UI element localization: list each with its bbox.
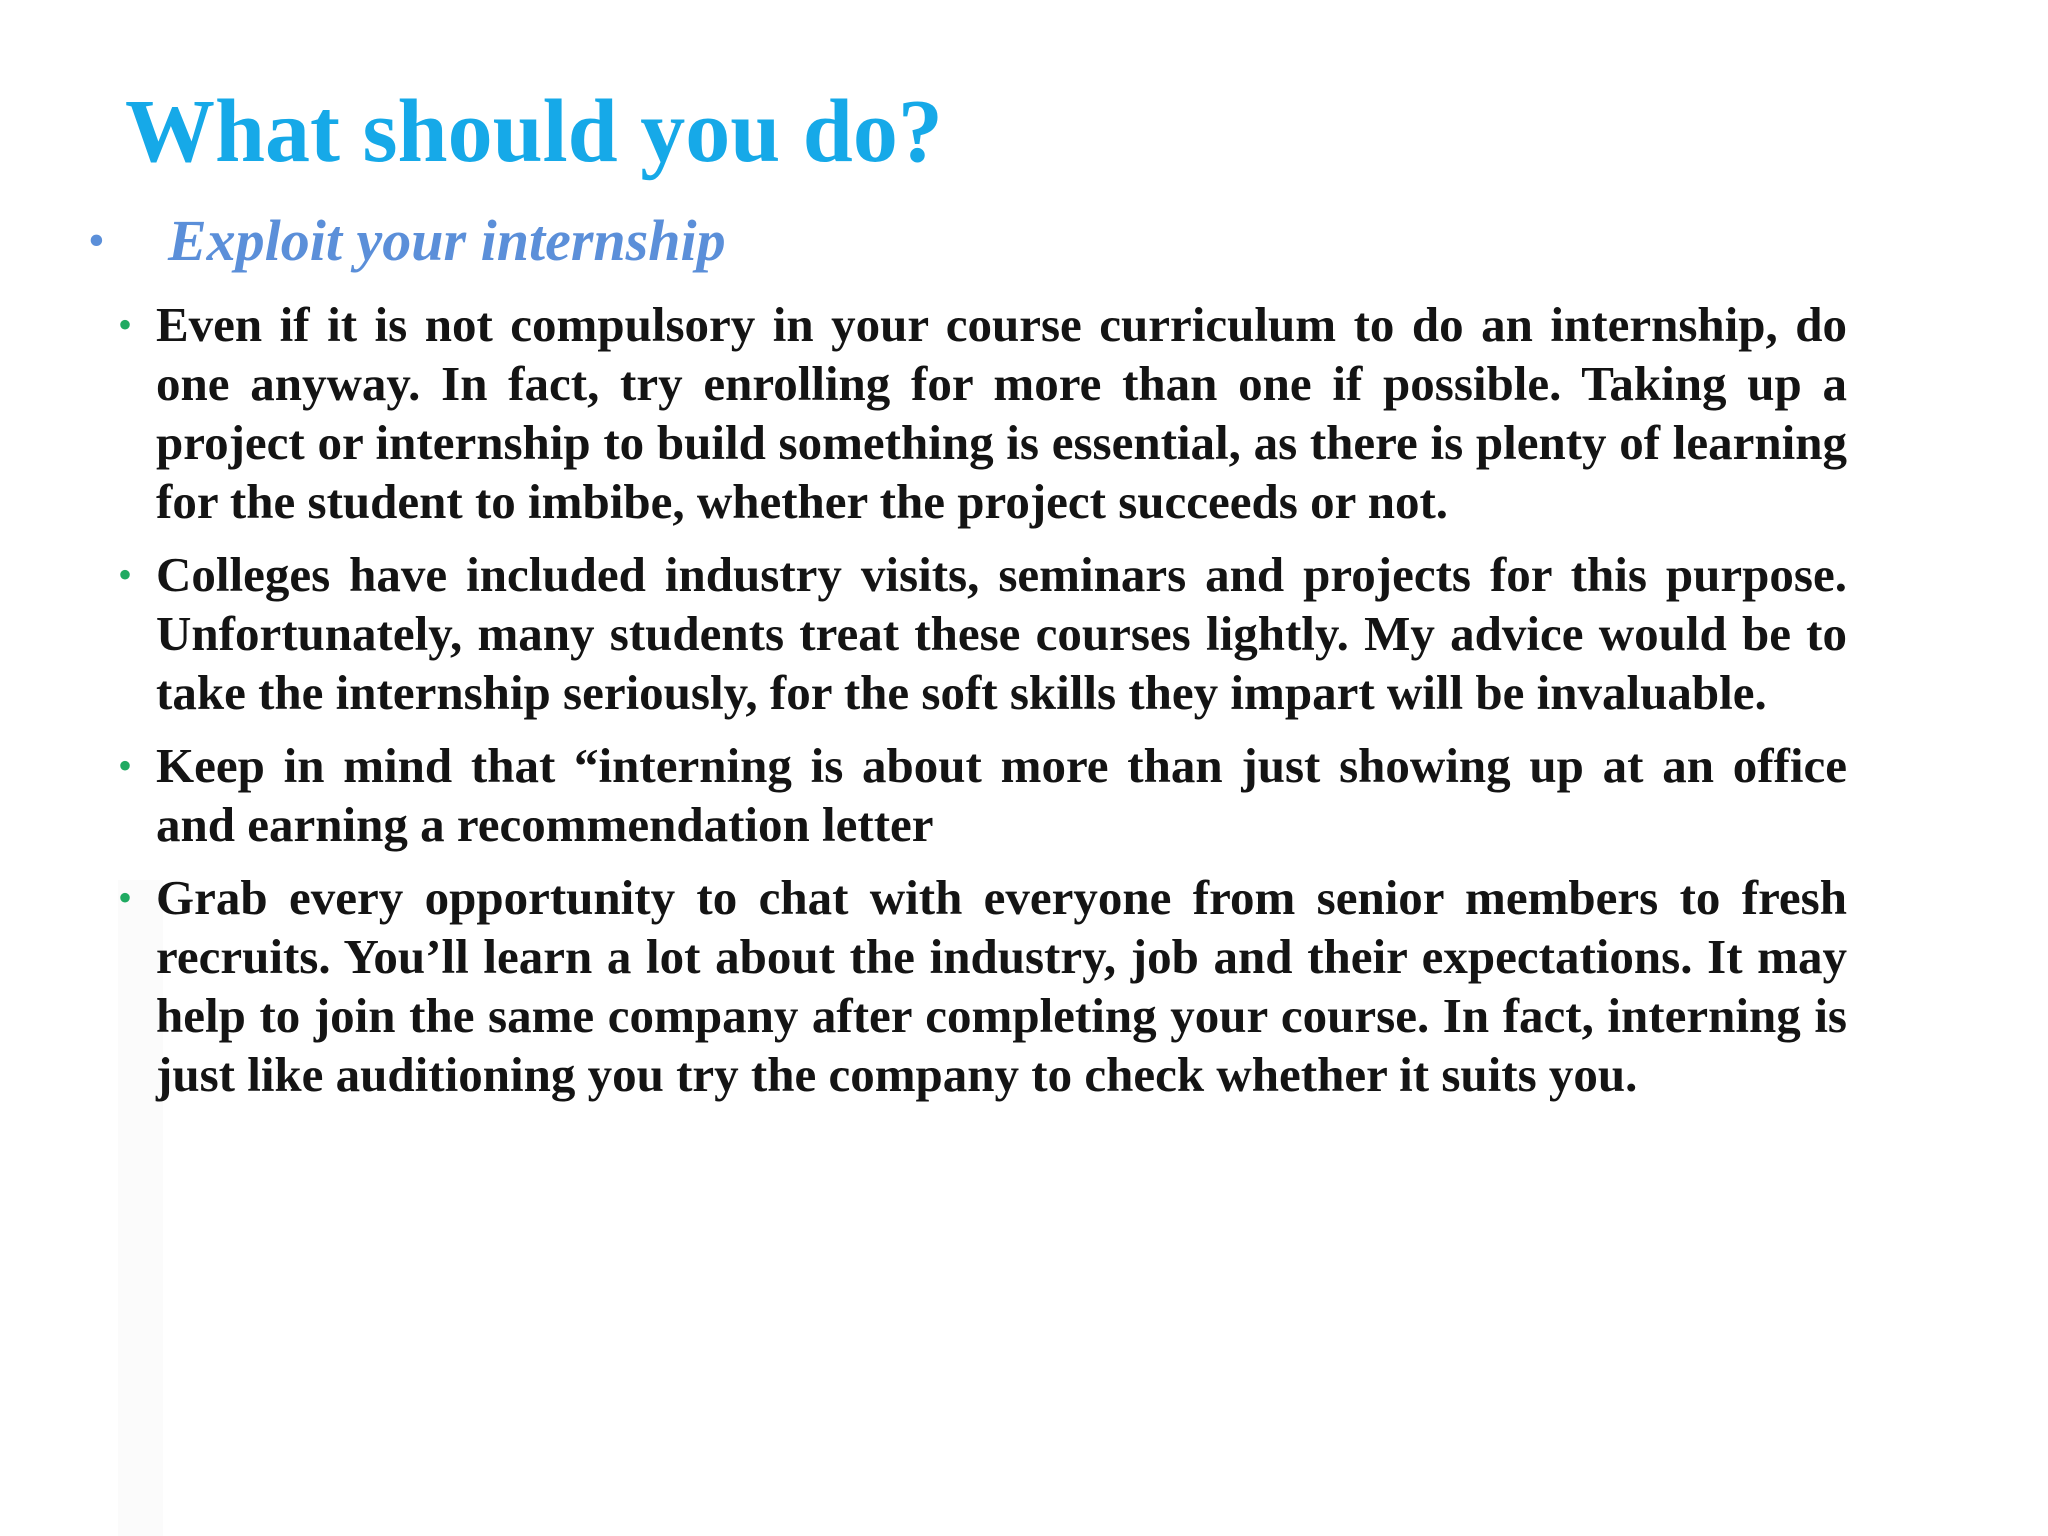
bullet-marker: •	[118, 875, 133, 920]
subheading-text: Exploit your internship	[168, 207, 726, 273]
bullet-marker: •	[118, 302, 133, 347]
bullet-marker: •	[118, 743, 133, 788]
subheading	[88, 205, 726, 275]
bullet-list	[112, 295, 1847, 1118]
list-item	[112, 736, 1847, 854]
bullet-text: Grab every opportunity to chat with everyone from senior members to fresh recruits. You’ll learn a lot about the industry, job and their expectations. It may help to join the same company after completing your course. In fact, interning is just like auditioning you try the company to check whether it suits you.	[156, 870, 1847, 1102]
slide-title: What should you do?	[125, 82, 943, 181]
subheading-bullet: •	[88, 213, 105, 267]
bullet-text: Even if it is not compulsory in your course curriculum to do an internship, do one anyway. In fact, try enrolling for more than one if possible. Taking up a project or internship to build something is essential, as there is plenty of learning for the student to imbibe, whether the project succeeds or not.	[156, 297, 1847, 529]
bullet-marker: •	[118, 552, 133, 597]
bullet-text: Colleges have included industry visits, seminars and projects for this purpose. Unfortunately, many students treat these courses lightly. My advice would be to take the internship seriously, for the soft skills they impart will be invaluable.	[156, 547, 1847, 720]
list-item	[112, 295, 1847, 531]
bullet-text: Keep in mind that “interning is about more than just showing up at an office and earning a recommendation letter	[156, 738, 1847, 852]
list-item	[112, 545, 1847, 722]
list-item	[112, 868, 1847, 1104]
